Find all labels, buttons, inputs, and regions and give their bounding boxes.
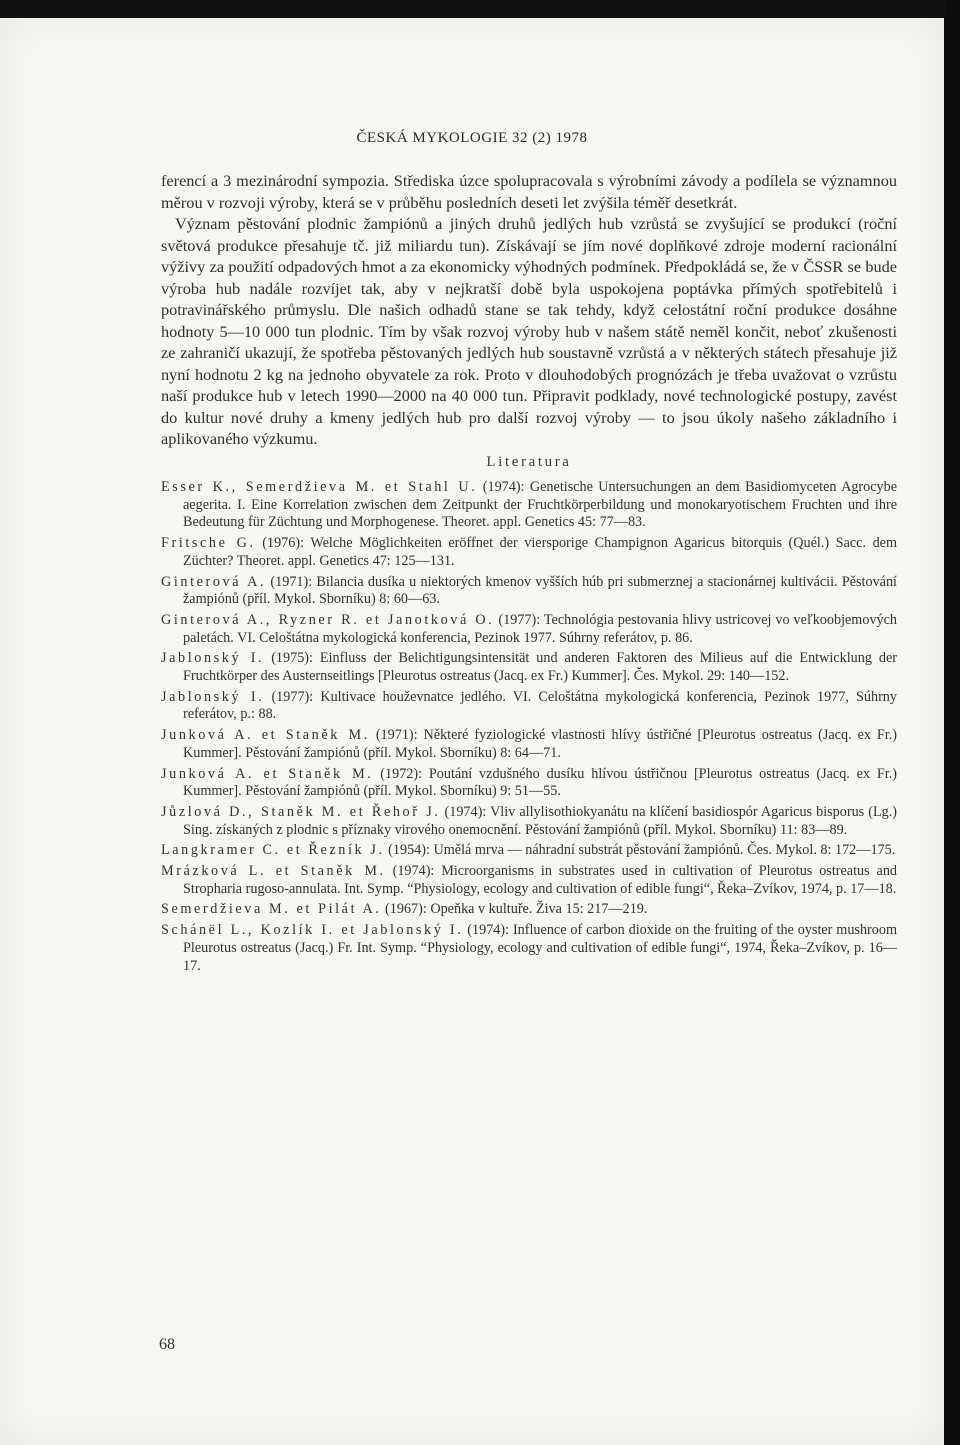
reference-text: (1954): Umělá mrva — náhradní substrát pěstování žampiónů. Čes. Mykol. 8: 172—175. — [388, 842, 896, 859]
reference-item — [161, 922, 897, 975]
reference-authors: Ginterová A. — [161, 573, 267, 590]
page-number: 68 — [159, 1336, 175, 1353]
reference-item — [161, 901, 897, 919]
reference-authors: Schánël L., Kozlík I. et Jablonský I. — [161, 922, 464, 939]
literature-heading: Literatura — [486, 453, 572, 470]
reference-text: (1977): Technológia pestovania hlivy ustricovej vo veľkoobjemových paletách. VI. Celoštátna mykologická konferencia, Pezinok 1977. Súhrny referátov, p. 86. — [183, 611, 898, 646]
reference-item — [161, 574, 897, 609]
reference-authors: Semerdžieva M. et Pilát A. — [161, 901, 382, 918]
scan-border-top — [0, 0, 960, 18]
reference-text: (1971): Bilancia dusíka u niektorých kmenov vyšších húb pri submerznej a stacionárnej kultivácii. Pěstování žampiónů (příl. Mykol. Sborníku) 8: 60—63. — [183, 573, 897, 608]
page-body — [161, 170, 897, 978]
reference-text: (1974): Microorganisms in substrates used in cultivation of Pleurotus ostreatus and Stropharia rugoso-annulata. Int. Symp. “Physiology, ecology and cultivation of edible fungi“, Řeka–Zvíkov, 1974, p. 17—18. — [183, 863, 898, 897]
paragraph: ferencí a 3 mezinárodní sympozia. Střediska úzce spolupracovala s výrobními závody a podílela se významnou měrou v rozvoji výroby, která se v průběhu posledních deseti let zvýšila téměř desetkrát. — [161, 171, 897, 212]
reference-item — [161, 727, 897, 762]
reference-text: (1972): Poutání vzdušného dusíku hlívou ústřičnou [Pleurotus ostreatus (Jacq. ex Fr.) Kummer]. Pěstování žampiónů (příl. Mykol. Sborníku) 9: 51—55. — [183, 765, 897, 800]
reference-authors: Langkramer C. et Řezník J. — [161, 842, 385, 859]
running-header: ČESKÁ MYKOLOGIE 32 (2) 1978 — [356, 130, 588, 146]
reference-list — [161, 479, 897, 975]
reference-item — [161, 804, 897, 839]
reference-text: (1974): Genetische Untersuchungen an dem Basidiomyceten Agrocybe aegerita. I. Eine Korrelation zwischen dem Zeitpunkt der Fruchtkörperbildung und monokaryotischem Fruchten und ihre Bedeutung für Züchtung und Morphogenese. Theoret. appl. Genetics 45: 77—83. — [183, 479, 898, 531]
reference-item — [161, 863, 897, 898]
reference-item — [161, 612, 897, 647]
reference-authors: Junková A. et Staněk M. — [161, 727, 370, 744]
reference-authors: Fritsche G. — [161, 535, 256, 552]
reference-authors: Jablonský I. — [161, 650, 265, 667]
reference-text: (1974): Vliv allylisothiokyanátu na klíčení basidiospór Agaricus bisporus (Lg.) Sing. získaných z plodnic s příznaky virového onemocnění. Pěstování žampiónů (příl. Mykol. Sborníku) 11: 83—89. — [183, 803, 897, 838]
reference-authors: Jablonský I. — [161, 688, 265, 705]
reference-text: (1976): Welche Möglichkeiten eröffnet der viersporige Champignon Agaricus bitorquis (Quél.) Sacc. dem Züchter? Theoret. appl. Genetics 47: 125—131. — [183, 535, 897, 569]
reference-item — [161, 650, 897, 685]
reference-item — [161, 689, 897, 724]
paragraph: Význam pěstování plodnic žampiónů a jiných druhů jedlých hub vzrůstá se zvyšující se produkcí (roční světová produkce přesahuje tč. již miliardu tun). Získávají se jím nové doplňkové zdroje moderní racionální výživy za použití odpadových hmot a za ekonomicky výhodných podmínek. Předpokládá se, že v ČSSR se bude výroba hub nadále rozvíjet tak, aby v nejkratší době byla uspokojena poptávka přímých spotřebitelů i potravinářského průmyslu. Dle našich odhadů stane se tak tehdy, když celostátní roční produkce dosáhne hodnoty 5—10 000 tun plodnic. Tím by však rozvoj výroby hub v našem státě neměl končit, neboť zkušenosti ze zahraničí ukazují, že spotřeba pěstovaných jedlých hub soustavně vzrůstá a v některých státech přesahuje již nyní hodnotu 2 kg na jednoho obyvatele za rok. Proto v dlouhodobých prognózách je třeba uvažovat o vzrůstu naší produkce hub v letech 1990—2000 na 40 000 tun. Připravit podklady, nové technologické postupy, zavést do kultur nové druhy a kmeny jedlých hub pro další rozvoj výroby — to jsou úkoly našeho základního i aplikovaného výzkumu. — [161, 214, 897, 448]
reference-item — [161, 842, 897, 860]
reference-authors: Jůzlová D., Staněk M. et Řehoř J. — [161, 803, 441, 820]
reference-text: (1977): Kultivace houževnatce jedlého. VI. Celoštátna mykologická konferencia, Pezinok 1977, Súhrny referátov, p.: 88. — [183, 688, 897, 723]
reference-authors: Ginterová A., Ryzner R. et Janotková O. — [161, 611, 495, 628]
reference-text: (1975): Einfluss der Belichtigungsintensität und anderen Faktoren des Milieus auf die Entwicklung der Fruchtkörper des Austernseitlings [Pleurotus ostreatus (Jacq. ex Fr.) Kummer]. Čes. Mykol. 29: 140—152. — [183, 650, 898, 685]
reference-item — [161, 766, 897, 801]
reference-authors: Junková A. et Staněk M. — [161, 765, 374, 782]
reference-text: (1974): Influence of carbon dioxide on the fruiting of the oyster mushroom Pleurotus ostreatus (Jacq.) Fr. Int. Symp. “Physiology, ecology and cultivation of edible fungi“, 1974, Řeka–Zvíkov, p. 16—17. — [183, 922, 897, 974]
scan-border-right — [946, 0, 960, 1445]
reference-authors: Mrázková L. et Staněk M. — [161, 863, 386, 880]
reference-text: (1967): Opeňka v kultuře. Živa 15: 217—219. — [385, 901, 648, 918]
journal-page — [0, 18, 944, 1445]
reference-text: (1971): Některé fyziologické vlastnosti hlívy ústřičné [Pleurotus ostreatus (Jacq. ex Fr.) Kummer]. Pěstování žampiónů (příl. Mykol. Sborníku) 8: 64—71. — [183, 727, 897, 761]
reference-authors: Esser K., Semerdžieva M. et Stahl U. — [161, 479, 478, 495]
reference-item — [161, 479, 897, 532]
reference-item — [161, 535, 897, 570]
